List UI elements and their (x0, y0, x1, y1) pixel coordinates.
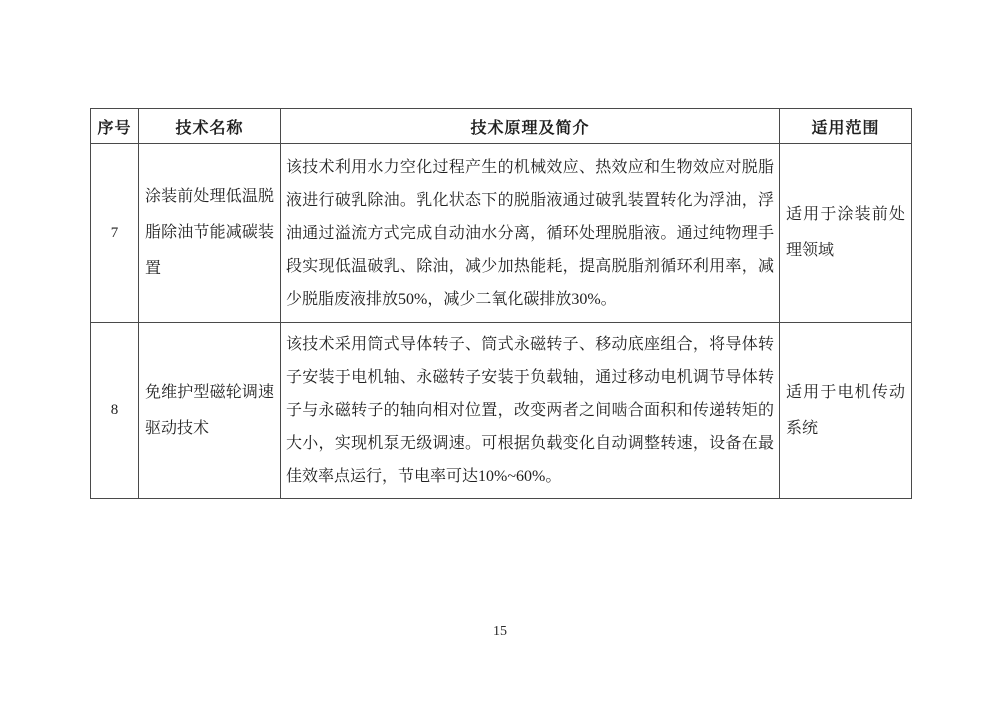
page-number: 15 (493, 624, 507, 639)
row-serial-number: 7 (91, 144, 139, 323)
technology-name: 涂装前处理低温脱脂除油节能减碳装置 (139, 144, 281, 323)
table-row (91, 144, 912, 323)
applicable-scope: 适用于涂装前处理领域 (780, 144, 912, 323)
technology-description: 该技术采用筒式导体转子、筒式永磁转子、移动底座组合，将导体转子安装于电机轴、永磁转子安装于负载轴，通过移动电机调节导体转子与永磁转子的轴向相对位置，改变两者之间啮合面积和传递转矩的大小，实现机泵无级调速。可根据负载变化自动调整转速，设备在最佳效率点运行，节电率可达10%~60%。 (281, 323, 780, 499)
row-serial-number: 8 (91, 323, 139, 499)
header-principle-intro: 技术原理及简介 (281, 109, 780, 144)
table-header-row (91, 109, 912, 144)
header-technology-name: 技术名称 (139, 109, 281, 144)
technology-description: 该技术利用水力空化过程产生的机械效应、热效应和生物效应对脱脂液进行破乳除油。乳化状态下的脱脂液通过破乳装置转化为浮油，浮油通过溢流方式完成自动油水分离，循环处理脱脂液。通过纯物理手段实现低温破乳、除油，减少加热能耗，提高脱脂剂循环利用率，减少脱脂废液排放50%，减少二氧化碳排放30%。 (281, 144, 780, 323)
header-applicable-scope: 适用范围 (780, 109, 912, 144)
header-serial-number: 序号 (91, 109, 139, 144)
technology-table (90, 108, 912, 499)
applicable-scope: 适用于电机传动系统 (780, 323, 912, 499)
table-row (91, 323, 912, 499)
technology-name: 免维护型磁轮调速驱动技术 (139, 323, 281, 499)
